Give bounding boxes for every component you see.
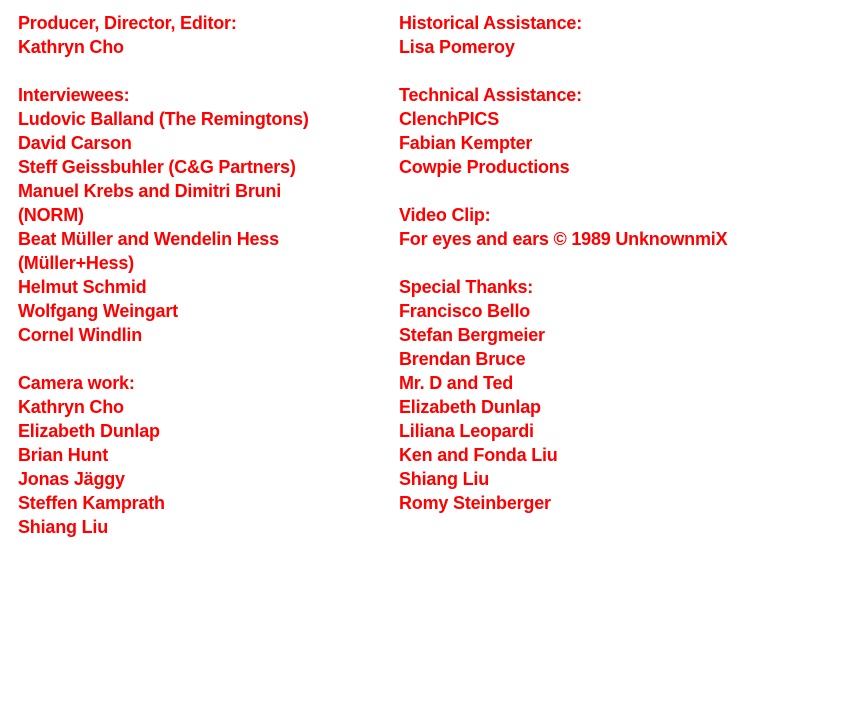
credit-line: Beat Müller and Wendelin Hess	[18, 229, 279, 249]
credit-line: Lisa Pomeroy	[399, 37, 515, 57]
credit-line: Jonas Jäggy	[18, 469, 125, 489]
section-title: Interviewees:	[18, 85, 130, 105]
credit-line: Mr. D and Ted	[399, 373, 514, 393]
credit-line: Kathryn Cho	[18, 37, 124, 57]
credit-line: Cowpie Productions	[399, 157, 570, 177]
section-camera-work	[18, 371, 378, 539]
section-interviewees	[18, 83, 378, 347]
section-title: Historical Assistance:	[399, 13, 583, 33]
credit-line: Steffen Kamprath	[18, 493, 165, 513]
credit-line: Fabian Kempter	[399, 133, 533, 153]
credit-line: ClenchPICS	[399, 109, 500, 129]
credit-line: Francisco Bello	[399, 301, 531, 321]
credit-line: Manuel Krebs and Dimitri Bruni	[18, 181, 282, 201]
credit-line: For eyes and ears © 1989 UnknownmiX	[399, 229, 728, 249]
credit-line: Shiang Liu	[18, 517, 108, 537]
credits-right-column	[399, 11, 839, 539]
section-producer	[18, 11, 378, 59]
credits-left-column	[18, 11, 378, 563]
section-title: Technical Assistance:	[399, 85, 582, 105]
credit-line: Kathryn Cho	[18, 397, 124, 417]
credit-line: Cornel Windlin	[18, 325, 143, 345]
credit-line: Ken and Fonda Liu	[399, 445, 558, 465]
credit-line: Ludovic Balland (The Remingtons)	[18, 109, 309, 129]
credit-line: Helmut Schmid	[18, 277, 147, 297]
credit-line: Elizabeth Dunlap	[399, 397, 541, 417]
section-historical-assistance	[399, 11, 839, 59]
credit-line: Liliana Leopardi	[399, 421, 534, 441]
section-video-clip	[399, 203, 839, 251]
credit-line: Elizabeth Dunlap	[18, 421, 160, 441]
section-title: Video Clip:	[399, 205, 491, 225]
credit-line: Shiang Liu	[399, 469, 489, 489]
credit-line: Romy Steinberger	[399, 493, 551, 513]
credit-line: Wolfgang Weingart	[18, 301, 178, 321]
credit-line: David Carson	[18, 133, 132, 153]
section-special-thanks	[399, 275, 839, 515]
credit-line: Stefan Bergmeier	[399, 325, 545, 345]
credit-line: Brian Hunt	[18, 445, 108, 465]
section-title: Camera work:	[18, 373, 135, 393]
credit-line: Steff Geissbuhler (C&G Partners)	[18, 157, 296, 177]
section-title: Special Thanks:	[399, 277, 534, 297]
section-title: Producer, Director, Editor:	[18, 13, 237, 33]
credit-line: (NORM)	[18, 205, 84, 225]
credit-line: Brendan Bruce	[399, 349, 526, 369]
credit-line: (Müller+Hess)	[18, 253, 134, 273]
section-technical-assistance	[399, 83, 839, 179]
